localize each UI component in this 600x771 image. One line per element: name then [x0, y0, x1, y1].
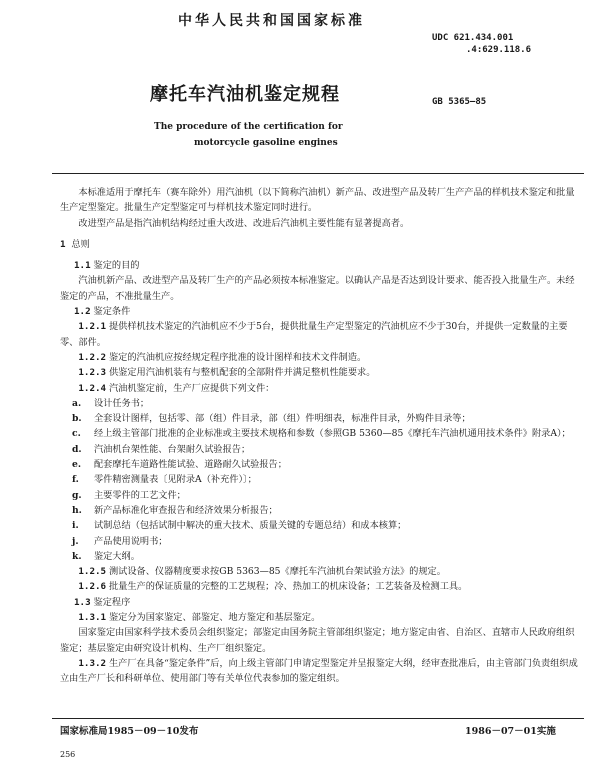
- list-item: a. 设计任务书；: [72, 397, 150, 409]
- list-item: c. 经上级主管部门批准的企业标准或主要技术规格和参数（参照GB 5360—85《摩托车汽油机通用技术条件》附录A）；: [72, 428, 571, 440]
- udc-line-2: .4:629.118.6: [466, 45, 532, 55]
- clause-1-2-1: 1.2.1 提供样机技术鉴定的汽油机应不少于5台，提供批量生产定型鉴定的汽油机应不少于30台，并提供一定数量的主要零、部件。: [60, 321, 568, 348]
- list-item: f. 零件精密测量表〔见附录A（补充件）〕；: [72, 474, 257, 486]
- clause-1-2-3: 1.2.3 供鉴定用汽油机装有与整机配套的全部附件并满足整机性能要求。: [78, 367, 376, 379]
- english-title-line-1: The procedure of the certification for: [154, 122, 343, 132]
- list-item: b. 全套设计图样，包括零、部（组）件目录，部（组）件明细表，标准件目录，外购件目录等；: [72, 413, 471, 425]
- list-item: d. 汽油机台架性能、台架耐久试验报告；: [72, 443, 251, 455]
- page-number: 256: [60, 750, 76, 759]
- english-title-line-2: motorcycle gasoline engines: [194, 138, 338, 148]
- gb-number: GB 5365—85: [432, 97, 487, 107]
- clause-1-3-2: 1.3.2 生产厂在具备“鉴定条件”后，向上级主管部门申请定型鉴定并呈报鉴定大纲，经审查批准后，由主管部门负责组织成立由生产厂长和科研单位、使用部门等有关单位代表参加的鉴定组织。: [60, 657, 578, 685]
- effective-date: 1986－07－01实施: [465, 726, 556, 737]
- clause-1-2-4: 1.2.4 汽油机鉴定前，生产厂应提供下列文件：: [78, 382, 275, 394]
- bottom-divider: [52, 718, 584, 719]
- standard-header: 中华人民共和国国家标准: [178, 13, 365, 29]
- section-1-1-text: 汽油机新产品、改进型产品及转厂生产的产品必须按本标准鉴定。以确认产品是否达到设计要求、能否投入批量生产。未经鉴定的产品，不准批量生产。: [60, 275, 575, 302]
- section-1-1-heading: 1.1 鉴定的目的: [74, 260, 140, 272]
- list-item: j. 产品使用说明书；: [72, 535, 168, 547]
- clause-1-3-1-detail: 国家鉴定由国家科学技术委员会组织鉴定；部鉴定由国务院主管部组织鉴定；地方鉴定由省、自治区、直辖市人民政府组织鉴定；基层鉴定由研究设计机构、生产厂组织鉴定。: [60, 627, 575, 654]
- clause-1-3-1: 1.3.1 鉴定分为国家鉴定、部鉴定、地方鉴定和基层鉴定。: [78, 612, 321, 624]
- section-1-heading: 1 总则: [60, 238, 90, 250]
- intro-para-1: 本标准适用于摩托车（赛车除外）用汽油机（以下简称汽油机）新产品、改进型产品及转厂生产产品的样机技术鉴定和批量生产定型鉴定。批量生产定型鉴定可与样机技术鉴定同时进行。: [60, 187, 575, 214]
- clause-1-2-5: 1.2.5 测试设备、仪器精度要求按GB 5363—85《摩托车汽油机台架试验方法》的规定。: [78, 566, 446, 578]
- udc-code: [432, 32, 531, 56]
- issue-date: 国家标准局1985－09－10发布: [60, 726, 199, 737]
- list-item: e. 配套摩托车道路性能试验、道路耐久试验报告；: [72, 459, 287, 471]
- list-item: i. 试制总结（包括试制中解决的重大技术、质量关键的专题总结）和成本核算；: [72, 520, 407, 532]
- document-title: 摩托车汽油机鉴定规程: [150, 84, 340, 105]
- intro-para-2: 改进型产品是指汽油机结构经过重大改进、改进后汽油机主要性能有显著提高者。: [78, 217, 410, 229]
- list-item: g. 主要零件的工艺文件；: [72, 489, 186, 501]
- top-divider: [52, 173, 584, 174]
- section-1-3-heading: 1.3 鉴定程序: [74, 596, 131, 608]
- list-item: k. 鉴定大纲。: [72, 550, 140, 562]
- udc-line-1: UDC 621.434.001: [432, 33, 514, 43]
- document-list: [60, 396, 580, 564]
- list-item: h. 新产品标准化审查报告和经济效果分析报告；: [72, 504, 278, 516]
- clause-1-2-6: 1.2.6 批量生产的保证质量的完整的工艺规程；冷、热加工的机床设备；工艺装备及检测工具。: [78, 581, 468, 593]
- section-1-2-heading: 1.2 鉴定条件: [74, 306, 131, 318]
- body-text: [60, 185, 580, 687]
- clause-1-2-2: 1.2.2 鉴定的汽油机应按经规定程序批准的设计图样和技术文件制造。: [78, 351, 367, 363]
